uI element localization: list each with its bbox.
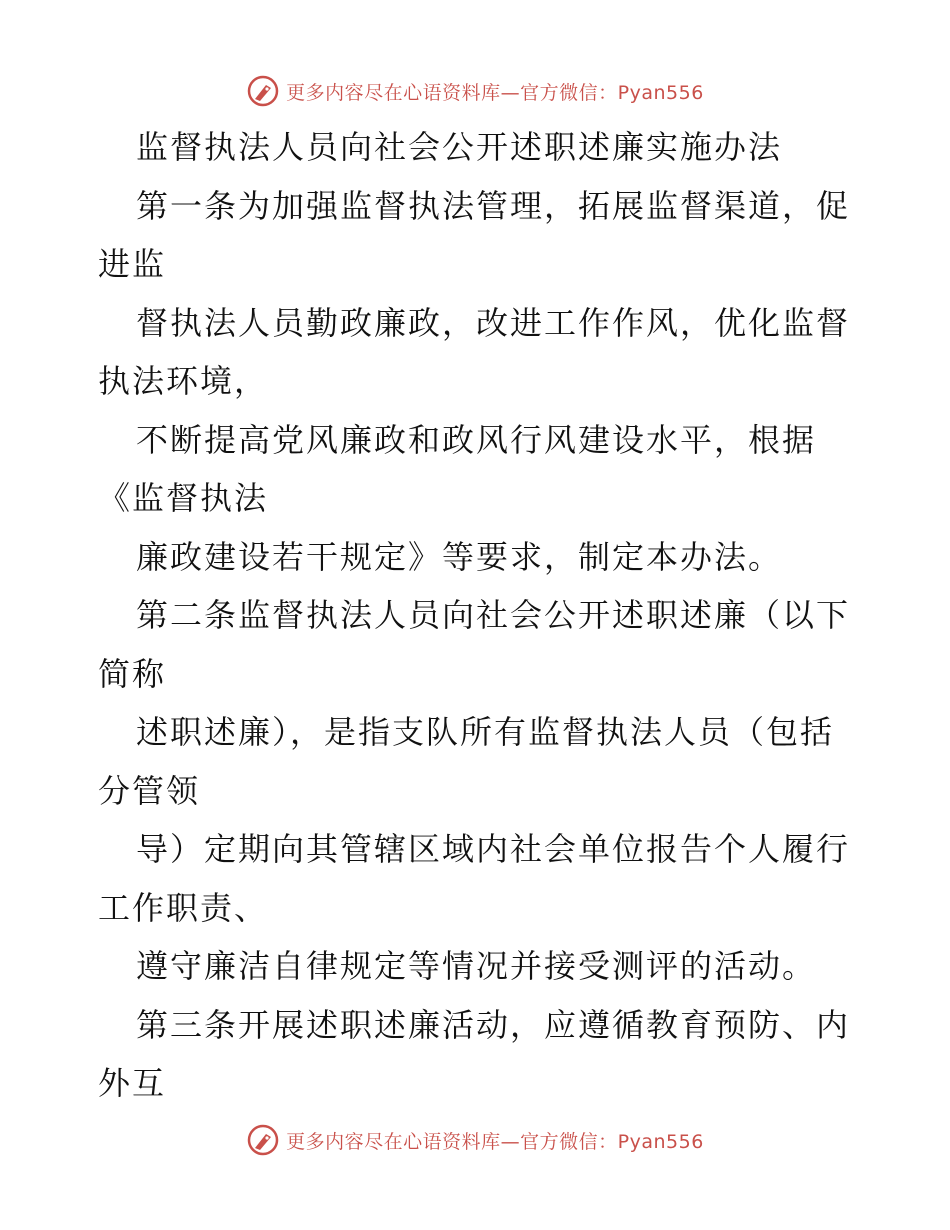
footer-banner <box>0 1120 950 1160</box>
document-body <box>98 118 858 1113</box>
document-line: 述职述廉），是指支队所有监督执法人员（包括 <box>136 713 835 751</box>
document-line: 第二条监督执法人员向社会公开述职述廉（以下 <box>136 596 851 634</box>
pen-nib-logo-icon <box>246 74 280 108</box>
document-line: 第三条开展述职述廉活动，应遵循教育预防、内 <box>136 1005 851 1044</box>
document-line: 第一条为加强监督执法管理，拓展监督渠道，促 <box>136 186 851 225</box>
document-line: 督执法人员勤政廉政，改进工作作风，优化监督 <box>136 303 851 342</box>
pen-nib-logo-icon <box>246 1123 280 1157</box>
document-line: 外互 <box>98 1064 167 1102</box>
document-line: 监督执法人员向社会公开述职述廉实施办法 <box>136 128 783 166</box>
document-line: 执法环境， <box>98 362 269 400</box>
document-line: 简称 <box>98 654 167 693</box>
document-line: 不断提高党风廉政和政风行风建设水平，根据 <box>136 420 817 459</box>
document-line: 工作职责、 <box>98 888 269 927</box>
header-banner <box>0 71 950 111</box>
banner-text: 更多内容尽在心语资料库—官方微信：Pyan556 <box>286 1130 704 1153</box>
document-line: 廉政建设若干规定》等要求，制定本办法。 <box>136 537 783 576</box>
document-line: 遵守廉洁自律规定等情况并接受测评的活动。 <box>136 947 817 985</box>
document-line: 导）定期向其管辖区域内社会单位报告个人履行 <box>136 830 851 868</box>
banner-text: 更多内容尽在心语资料库—官方微信：Pyan556 <box>286 81 704 104</box>
document-line: 进监 <box>98 245 167 283</box>
document-line: 分管领 <box>98 771 201 810</box>
document-line: 《监督执法 <box>98 479 269 517</box>
